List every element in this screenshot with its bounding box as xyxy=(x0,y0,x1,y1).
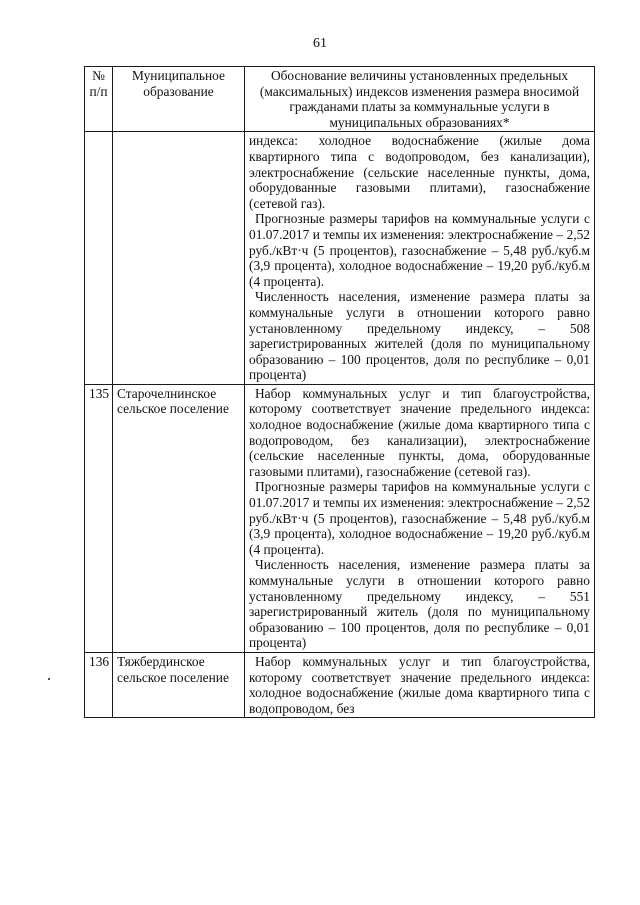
paragraph-tariffs: Прогнозные размеры тарифов на коммунальные услуги с 01.07.2017 и темпы их изменения: электроснабжение – 2,52 руб./кВт·ч (5 процентов), газоснабжение – 5,48 руб./куб.м (3,9 процента), холодное водоснабжение – 19,20 руб./куб.м (4 процента). xyxy=(249,479,590,557)
page-number: 61 xyxy=(313,36,327,51)
header-municipality: Муниципальное образование xyxy=(113,67,245,132)
header-justification: Обоснование величины установленных предельных (максимальных) индексов изменения размера вносимой гражданами платы за коммунальные услуги в муниципальных образованиях* xyxy=(245,67,595,132)
row-number xyxy=(85,132,113,385)
row-number: 135 xyxy=(85,384,113,652)
row-number: 136 xyxy=(85,652,113,717)
row-justification xyxy=(245,132,595,385)
row-justification xyxy=(245,652,595,717)
paragraph-service-set: Набор коммунальных услуг и тип благоустройства, которому соответствует значение предельного индекса: холодное водоснабжение (жилые дома квартирного типа с водопроводом, без канализации), электроснабжение (сельские населенные пункты, дома, оборудованные газовыми плитами), газоснабжение (сетевой газ). xyxy=(249,385,590,479)
table-header-row xyxy=(85,67,595,132)
paragraph-population: Численность населения, изменение размера платы за коммунальные услуги в отношении которого равно установленному предельному индексу, – 508 зарегистрированных жителей (доля по муниципальному образованию – 100 процентов, доля по республике – 0,01 процента) xyxy=(249,289,590,383)
table-row xyxy=(85,132,595,385)
paragraph-population: Численность населения, изменение размера платы за коммунальные услуги в отношении которого равно установленному предельному индексу, – 551 зарегистрированный житель (доля по муниципальному образованию – 100 процентов, доля по республике – 0,01 процента) xyxy=(249,557,590,651)
row-municipality xyxy=(113,132,245,385)
paragraph-service-set: индекса: холодное водоснабжение (жилые дома квартирного типа с водопроводом, без канализации), электроснабжение (сельские населенные пункты, дома, оборудованные газовыми плитами), газоснабжение (сетевой газ). xyxy=(249,133,590,211)
paragraph-service-set: Набор коммунальных услуг и тип благоустройства, которому соответствует значение предельного индекса: холодное водоснабжение (жилые дома квартирного типа с водопроводом, без xyxy=(249,653,590,716)
tariff-index-table xyxy=(84,66,595,718)
row-municipality: Тяжбердинское сельское поселение xyxy=(113,652,245,717)
header-number: № п/п xyxy=(85,67,113,132)
row-municipality: Старочелнинское сельское поселение xyxy=(113,384,245,652)
table-row xyxy=(85,384,595,652)
paragraph-tariffs: Прогнозные размеры тарифов на коммунальные услуги с 01.07.2017 и темпы их изменения: электроснабжение – 2,52 руб./кВт·ч (5 процентов), газоснабжение – 5,48 руб./куб.м (3,9 процента), холодное водоснабжение – 19,20 руб./куб.м (4 процента). xyxy=(249,211,590,289)
table-row xyxy=(85,652,595,717)
row-justification xyxy=(245,384,595,652)
margin-mark xyxy=(48,678,50,680)
